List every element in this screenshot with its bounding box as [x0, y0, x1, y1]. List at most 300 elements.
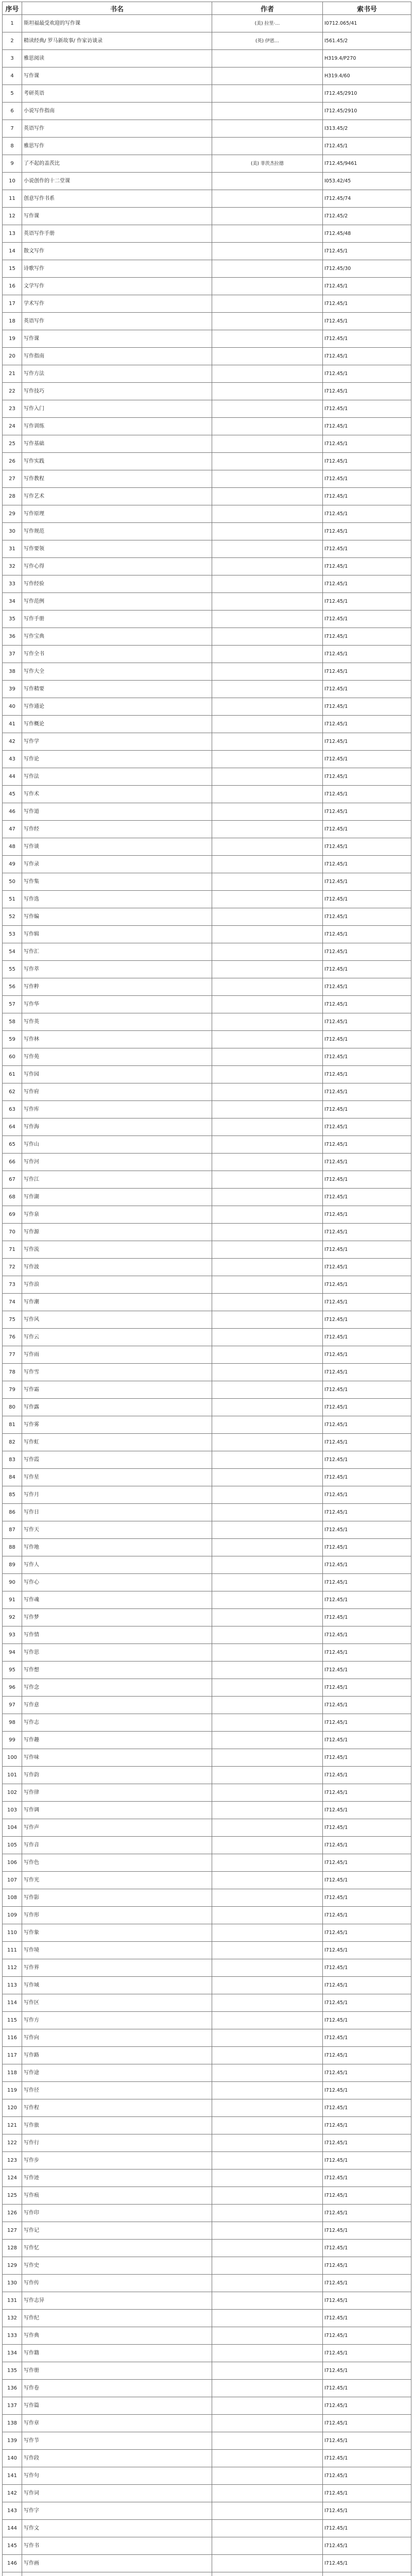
- cell-title: 学术写作: [22, 295, 212, 313]
- cell-call-number: I712.45/2910: [323, 103, 411, 120]
- cell-author: [212, 2415, 323, 2432]
- table-row: [3, 155, 411, 173]
- cell-author: [212, 1083, 323, 1101]
- cell-author: [212, 2152, 323, 2170]
- cell-author: [212, 821, 323, 838]
- cell-call-number: I712.45/2: [323, 208, 411, 225]
- cell-author: [212, 2572, 323, 2576]
- cell-call-number: I712.45/1: [323, 1714, 411, 1732]
- cell-call-number: I712.45/1: [323, 646, 411, 663]
- cell-no: 48: [3, 838, 22, 856]
- cell-no: 25: [3, 435, 22, 453]
- table-row: [3, 1206, 411, 1224]
- cell-title: 考研英语: [22, 85, 212, 103]
- cell-no: 70: [3, 1224, 22, 1241]
- cell-title: 写作潮: [22, 1294, 212, 1311]
- table-row: [3, 1574, 411, 1591]
- table-row: [3, 2152, 411, 2170]
- cell-no: 110: [3, 1924, 22, 1942]
- cell-author: [212, 768, 323, 786]
- cell-call-number: I712.45/1: [323, 1189, 411, 1206]
- table-row: [3, 908, 411, 926]
- table-row: [3, 751, 411, 768]
- table-row: [3, 1591, 411, 1609]
- cell-title: 写作课: [22, 330, 212, 348]
- cell-author: [212, 1784, 323, 1802]
- cell-call-number: I712.45/1: [323, 786, 411, 803]
- cell-author: [212, 1942, 323, 1959]
- cell-author: [212, 1224, 323, 1241]
- cell-title: 小说创作的十二堂课: [22, 173, 212, 190]
- cell-no: 57: [3, 996, 22, 1013]
- cell-author: [212, 1101, 323, 1118]
- cell-call-number: I712.45/1: [323, 2467, 411, 2485]
- cell-no: 126: [3, 2205, 22, 2222]
- cell-author: [212, 2187, 323, 2205]
- table-row: [3, 330, 411, 348]
- cell-no: 43: [3, 751, 22, 768]
- cell-title: 写作波: [22, 1259, 212, 1276]
- cell-call-number: I712.45/1: [323, 383, 411, 400]
- cell-title: 写作大全: [22, 663, 212, 681]
- table-row: [3, 2362, 411, 2380]
- cell-no: 98: [3, 1714, 22, 1732]
- cell-call-number: I712.45/1: [323, 1942, 411, 1959]
- cell-no: 50: [3, 873, 22, 891]
- cell-no: 107: [3, 1872, 22, 1889]
- cell-title: 写作迹: [22, 2170, 212, 2187]
- cell-call-number: I712.45/1: [323, 558, 411, 575]
- cell-author: [212, 681, 323, 698]
- cell-title: 写作境: [22, 1942, 212, 1959]
- table-row: [3, 190, 411, 208]
- cell-title: 写作道: [22, 803, 212, 821]
- cell-no: 136: [3, 2380, 22, 2397]
- table-row: [3, 2187, 411, 2205]
- cell-call-number: H319.4/60: [323, 67, 411, 85]
- table-row: [3, 2555, 411, 2572]
- table-row: [3, 1118, 411, 1136]
- cell-no: 87: [3, 1521, 22, 1539]
- cell-no: 113: [3, 1977, 22, 1994]
- cell-call-number: I712.45/1: [323, 1434, 411, 1451]
- cell-title: 写作象: [22, 1924, 212, 1942]
- cell-call-number: I712.45/1: [323, 1837, 411, 1854]
- cell-call-number: I712.45/1: [323, 2187, 411, 2205]
- cell-author: [212, 1346, 323, 1364]
- cell-no: 132: [3, 2310, 22, 2327]
- cell-call-number: I712.45/1: [323, 1872, 411, 1889]
- cell-title: 写作籍: [22, 2345, 212, 2362]
- table-row: [3, 103, 411, 120]
- table-row: [3, 2310, 411, 2327]
- cell-title: 写作志异: [22, 2292, 212, 2310]
- cell-call-number: I712.45/1: [323, 1171, 411, 1189]
- table-row: [3, 1434, 411, 1451]
- table-row: [3, 2205, 411, 2222]
- cell-call-number: I712.45/1: [323, 1329, 411, 1346]
- cell-call-number: I712.45/1: [323, 2029, 411, 2047]
- cell-title: 写作基础: [22, 435, 212, 453]
- cell-call-number: I712.45/1: [323, 2450, 411, 2467]
- cell-no: 146: [3, 2555, 22, 2572]
- cell-call-number: I712.45/1: [323, 575, 411, 593]
- cell-no: 115: [3, 2012, 22, 2029]
- cell-title: 写作韵: [22, 1767, 212, 1784]
- cell-no: 109: [3, 1907, 22, 1924]
- cell-no: 14: [3, 243, 22, 260]
- cell-no: 139: [3, 2432, 22, 2450]
- cell-no: 117: [3, 2047, 22, 2064]
- cell-title: 写作山: [22, 1136, 212, 1154]
- cell-title: 写作海: [22, 1118, 212, 1136]
- cell-no: 37: [3, 646, 22, 663]
- cell-author: [212, 2082, 323, 2099]
- table-row: [3, 2117, 411, 2134]
- cell-no: 135: [3, 2362, 22, 2380]
- cell-title: 创意写作书系: [22, 190, 212, 208]
- cell-no: 54: [3, 943, 22, 961]
- table-row: [3, 2029, 411, 2047]
- cell-author: [212, 1259, 323, 1276]
- table-row: [3, 1346, 411, 1364]
- cell-call-number: I712.45/1: [323, 523, 411, 540]
- cell-call-number: I712.45/1: [323, 1206, 411, 1224]
- cell-no: 16: [3, 278, 22, 295]
- cell-title: 写作书: [22, 2537, 212, 2555]
- cell-author: [212, 873, 323, 891]
- cell-no: 62: [3, 1083, 22, 1101]
- cell-no: 55: [3, 961, 22, 978]
- cell-call-number: I712.45/1: [323, 1066, 411, 1083]
- table-row: [3, 1294, 411, 1311]
- cell-author: (美) 拉里·…: [212, 15, 323, 32]
- cell-author: [212, 1031, 323, 1048]
- cell-call-number: I712.45/1: [323, 1994, 411, 2012]
- cell-author: [212, 1136, 323, 1154]
- cell-title: 写作雪: [22, 1364, 212, 1381]
- cell-title: 写作辑: [22, 926, 212, 943]
- cell-no: 137: [3, 2397, 22, 2415]
- cell-call-number: H319.4/P270: [323, 50, 411, 67]
- cell-title: 写作魂: [22, 1591, 212, 1609]
- cell-title: 英语写作: [22, 120, 212, 138]
- cell-call-number: I712.45/1: [323, 2064, 411, 2082]
- table-row: [3, 453, 411, 470]
- cell-call-number: I712.45/1: [323, 330, 411, 348]
- cell-author: [212, 523, 323, 540]
- cell-title: 写作步: [22, 2152, 212, 2170]
- cell-author: [212, 1994, 323, 2012]
- table-row: [3, 2134, 411, 2152]
- cell-call-number: I712.45/2910: [323, 85, 411, 103]
- cell-author: [212, 1364, 323, 1381]
- cell-call-number: I712.45/1: [323, 138, 411, 155]
- table-row: [3, 1083, 411, 1101]
- cell-author: [212, 2134, 323, 2152]
- cell-call-number: I712.45/1: [323, 768, 411, 786]
- cell-author: [212, 1118, 323, 1136]
- table-row: [3, 1854, 411, 1872]
- cell-call-number: I712.45/1: [323, 348, 411, 365]
- cell-call-number: I712.45/1: [323, 418, 411, 435]
- table-row: [3, 67, 411, 85]
- cell-call-number: I712.45/1: [323, 540, 411, 558]
- table-row: [3, 1644, 411, 1662]
- cell-title: 写作技巧: [22, 383, 212, 400]
- cell-author: [212, 50, 323, 67]
- cell-title: 雅思阅读: [22, 50, 212, 67]
- cell-no: 44: [3, 768, 22, 786]
- cell-no: 19: [3, 330, 22, 348]
- cell-no: 27: [3, 470, 22, 488]
- table-row: [3, 1889, 411, 1907]
- cell-call-number: I712.45/1: [323, 2485, 411, 2502]
- cell-author: [212, 803, 323, 821]
- cell-author: [212, 1189, 323, 1206]
- cell-no: 35: [3, 611, 22, 628]
- cell-call-number: I561.45/2: [323, 32, 411, 50]
- cell-author: [212, 593, 323, 611]
- cell-title: 写作规范: [22, 523, 212, 540]
- cell-call-number: I712.45/1: [323, 1977, 411, 1994]
- cell-no: 86: [3, 1504, 22, 1521]
- cell-title: 写作方法: [22, 365, 212, 383]
- cell-no: 144: [3, 2520, 22, 2537]
- cell-title: 写作月: [22, 1486, 212, 1504]
- cell-call-number: I712.45/1: [323, 908, 411, 926]
- cell-title: 写作源: [22, 1224, 212, 1241]
- cell-author: [212, 383, 323, 400]
- cell-title: 写作味: [22, 1749, 212, 1767]
- table-row: [3, 2240, 411, 2257]
- cell-call-number: I712.45/1: [323, 313, 411, 330]
- cell-author: [212, 1434, 323, 1451]
- cell-call-number: I712.45/1: [323, 2345, 411, 2362]
- cell-title: 写作词: [22, 2485, 212, 2502]
- cell-call-number: I712.45/1: [323, 733, 411, 751]
- cell-call-number: I712.45/1: [323, 1802, 411, 1819]
- cell-call-number: I712.45/1: [323, 1154, 411, 1171]
- cell-call-number: I712.45/1: [323, 2362, 411, 2380]
- table-row: [3, 1539, 411, 1556]
- table-row: [3, 1224, 411, 1241]
- cell-author: [212, 173, 323, 190]
- cell-no: 81: [3, 1416, 22, 1434]
- table-row: [3, 611, 411, 628]
- cell-no: 105: [3, 1837, 22, 1854]
- cell-author: [212, 348, 323, 365]
- cell-call-number: I712.45/1: [323, 1539, 411, 1556]
- cell-author: [212, 2012, 323, 2029]
- cell-author: [212, 2047, 323, 2064]
- cell-author: [212, 663, 323, 681]
- cell-author: [212, 2064, 323, 2082]
- cell-call-number: I712.45/1: [323, 1679, 411, 1697]
- cell-author: [212, 2029, 323, 2047]
- cell-title: 写作萃: [22, 961, 212, 978]
- cell-title: 写作课: [22, 208, 212, 225]
- table-row: [3, 1732, 411, 1749]
- cell-call-number: I712.45/1: [323, 1749, 411, 1767]
- table-row: [3, 2450, 411, 2467]
- cell-title: 写作谈: [22, 838, 212, 856]
- cell-call-number: I712.45/1: [323, 1118, 411, 1136]
- cell-call-number: I712.45/1: [323, 838, 411, 856]
- cell-author: [212, 540, 323, 558]
- table-row: [3, 628, 411, 646]
- cell-no: 5: [3, 85, 22, 103]
- cell-call-number: I712.45/1: [323, 2012, 411, 2029]
- cell-author: [212, 558, 323, 575]
- table-row: [3, 540, 411, 558]
- table-row: [3, 2170, 411, 2187]
- cell-author: [212, 1311, 323, 1329]
- cell-author: [212, 908, 323, 926]
- cell-author: [212, 1154, 323, 1171]
- cell-call-number: I712.45/1: [323, 873, 411, 891]
- cell-title: 写作手册: [22, 611, 212, 628]
- cell-author: [212, 1329, 323, 1346]
- cell-title: 写作精要: [22, 681, 212, 698]
- cell-title: 写作艺术: [22, 488, 212, 505]
- cell-call-number: I313.45/2: [323, 120, 411, 138]
- table-row: [3, 873, 411, 891]
- cell-call-number: I712.45/1: [323, 1626, 411, 1644]
- cell-call-number: I712.45/1: [323, 2082, 411, 2099]
- cell-call-number: I712.45/1: [323, 856, 411, 873]
- table-row: [3, 523, 411, 540]
- table-row: [3, 786, 411, 803]
- cell-no: 59: [3, 1031, 22, 1048]
- cell-call-number: I712.45/1: [323, 1486, 411, 1504]
- cell-title: [22, 2572, 212, 2576]
- table-row: [3, 803, 411, 821]
- cell-no: 79: [3, 1381, 22, 1399]
- cell-no: 145: [3, 2537, 22, 2555]
- cell-no: 4: [3, 67, 22, 85]
- table-row: [3, 646, 411, 663]
- cell-title: 写作法: [22, 768, 212, 786]
- cell-author: [212, 978, 323, 996]
- cell-no: 15: [3, 260, 22, 278]
- table-row: [3, 1784, 411, 1802]
- cell-title: 斯坦福最受欢迎的写作课: [22, 15, 212, 32]
- cell-no: 52: [3, 908, 22, 926]
- table-row: [3, 1381, 411, 1399]
- cell-author: [212, 278, 323, 295]
- table-row: [3, 400, 411, 418]
- cell-title: 写作露: [22, 1399, 212, 1416]
- cell-title: 写作概论: [22, 716, 212, 733]
- cell-no: 63: [3, 1101, 22, 1118]
- table-row: [3, 593, 411, 611]
- cell-no: 30: [3, 523, 22, 540]
- cell-title: 写作趣: [22, 1732, 212, 1749]
- cell-no: 134: [3, 2345, 22, 2362]
- cell-author: [212, 2310, 323, 2327]
- cell-title: 写作句: [22, 2467, 212, 2485]
- cell-no: 72: [3, 1259, 22, 1276]
- table-row: [3, 32, 411, 50]
- cell-no: 7: [3, 120, 22, 138]
- header-title: 书名: [22, 2, 212, 15]
- table-row: [3, 558, 411, 575]
- cell-no: 41: [3, 716, 22, 733]
- cell-no: 2: [3, 32, 22, 50]
- cell-author: [212, 1539, 323, 1556]
- cell-title: 写作篇: [22, 2397, 212, 2415]
- cell-author: [212, 1802, 323, 1819]
- cell-author: [212, 2117, 323, 2134]
- table-row: [3, 1486, 411, 1504]
- table-row: [3, 1399, 411, 1416]
- cell-author: [212, 1697, 323, 1714]
- cell-title: 写作典: [22, 2327, 212, 2345]
- table-row: [3, 575, 411, 593]
- cell-title: 英语写作: [22, 313, 212, 330]
- cell-call-number: I712.45/1: [323, 803, 411, 821]
- cell-title: 写作形: [22, 1907, 212, 1924]
- cell-no: 101: [3, 1767, 22, 1784]
- cell-title: 写作人: [22, 1556, 212, 1574]
- cell-author: [212, 330, 323, 348]
- table-row: [3, 2099, 411, 2117]
- cell-author: [212, 2292, 323, 2310]
- cell-call-number: I712.45/1: [323, 2047, 411, 2064]
- cell-author: [212, 1872, 323, 1889]
- cell-title: 诗歌写作: [22, 260, 212, 278]
- table-row: [3, 926, 411, 943]
- table-row: [3, 1837, 411, 1854]
- book-list-table: [2, 2, 411, 2576]
- cell-title: 写作调: [22, 1802, 212, 1819]
- cell-no: 13: [3, 225, 22, 243]
- cell-call-number: I712.45/1: [323, 278, 411, 295]
- cell-no: 10: [3, 173, 22, 190]
- cell-no: 131: [3, 2292, 22, 2310]
- cell-title: 写作原理: [22, 505, 212, 523]
- cell-call-number: I712.45/1: [323, 1854, 411, 1872]
- cell-call-number: I712.45/1: [323, 2099, 411, 2117]
- table-row: [3, 2467, 411, 2485]
- cell-call-number: I712.45/1: [323, 2292, 411, 2310]
- cell-author: [212, 120, 323, 138]
- table-row: [3, 173, 411, 190]
- table-row: [3, 1626, 411, 1644]
- cell-call-number: I712.45/1: [323, 2275, 411, 2292]
- cell-author: [212, 1732, 323, 1749]
- cell-call-number: I712.45/30: [323, 260, 411, 278]
- cell-title: 写作星: [22, 1469, 212, 1486]
- table-row: [3, 243, 411, 260]
- cell-author: [212, 2362, 323, 2380]
- cell-author: [212, 751, 323, 768]
- cell-call-number: I712.45/1: [323, 1224, 411, 1241]
- cell-title: 写作全书: [22, 646, 212, 663]
- cell-call-number: I712.45/1: [323, 663, 411, 681]
- table-row: [3, 856, 411, 873]
- cell-call-number: I712.45/1: [323, 1276, 411, 1294]
- cell-title: 写作宝典: [22, 628, 212, 646]
- cell-author: [212, 646, 323, 663]
- cell-author: [212, 1048, 323, 1066]
- cell-call-number: I712.45/1: [323, 1767, 411, 1784]
- cell-title: 写作论: [22, 751, 212, 768]
- cell-no: 121: [3, 2117, 22, 2134]
- cell-author: [212, 1644, 323, 1662]
- table-row: [3, 488, 411, 505]
